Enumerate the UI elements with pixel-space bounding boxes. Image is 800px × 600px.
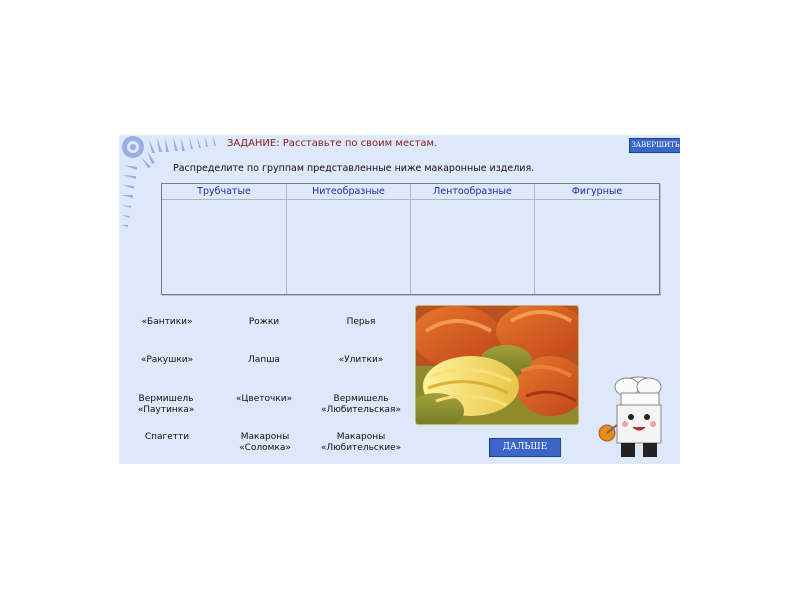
column-threadlike (287, 184, 411, 294)
pasta-item[interactable]: Вермишель «Любительская» (321, 394, 401, 415)
next-button[interactable]: ДАЛЬШЕ (489, 438, 561, 457)
pasta-item[interactable]: «Улитки» (338, 355, 384, 365)
column-header: Нитеобразные (287, 184, 410, 200)
column-ribbon (411, 184, 535, 294)
pasta-item[interactable]: Макароны «Соломка» (239, 432, 291, 453)
pasta-item[interactable]: Вермишель «Паутинка» (137, 394, 195, 415)
column-figured (535, 184, 659, 294)
pasta-item[interactable]: Рожки (248, 317, 280, 327)
task-slide (119, 135, 680, 464)
pasta-item[interactable]: «Ракушки» (140, 355, 194, 365)
column-tubular (162, 184, 287, 294)
drop-zone-threadlike[interactable] (287, 200, 410, 294)
pasta-item[interactable]: Лапша (248, 355, 280, 365)
pasta-item[interactable]: Перья (346, 317, 376, 327)
finish-button[interactable]: ЗАВЕРШИТЬ (629, 138, 680, 153)
sorting-table (161, 183, 660, 295)
column-header: Трубчатые (162, 184, 286, 200)
task-heading (227, 138, 437, 149)
drop-zone-tubular[interactable] (162, 200, 286, 294)
column-header: Лентообразные (411, 184, 534, 200)
pasta-item[interactable]: «Цветочки» (235, 394, 293, 404)
column-header: Фигурные (535, 184, 659, 200)
pasta-photo (416, 306, 578, 424)
task-text: Расставьте по своим местам. (282, 138, 438, 149)
drop-zone-ribbon[interactable] (411, 200, 534, 294)
drop-zone-figured[interactable] (535, 200, 659, 294)
chef-mascot-icon (597, 375, 671, 461)
pasta-item[interactable]: Спагетти (144, 432, 190, 442)
task-label: ЗАДАНИЕ: (227, 138, 280, 149)
pasta-item[interactable]: Макароны «Любительские» (320, 432, 402, 453)
pasta-item[interactable]: «Бантики» (141, 317, 193, 327)
instruction-text: Распределите по группам представленные ниже макаронные изделия. (173, 163, 535, 174)
